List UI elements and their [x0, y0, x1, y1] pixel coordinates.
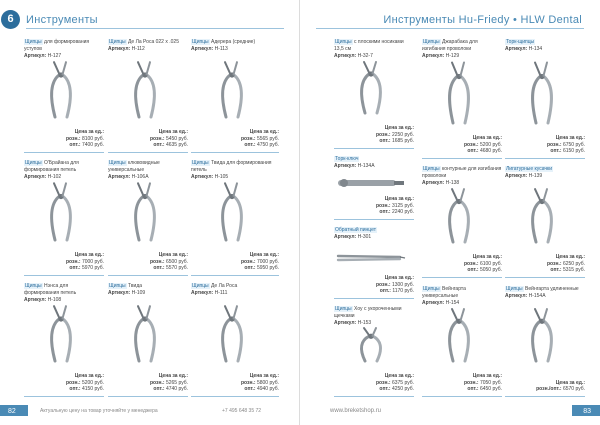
retail-price: 5450 руб. — [165, 135, 188, 142]
pliers-icon — [24, 59, 104, 123]
product-title — [191, 160, 279, 174]
page-number: 83 — [583, 408, 591, 415]
wholesale-price: 6150 руб. — [562, 148, 585, 155]
footer-phone[interactable]: +7 495 648 35 72 — [222, 408, 262, 414]
card-divider — [422, 158, 502, 159]
article-label: Артикул: — [505, 172, 528, 179]
pliers-icon — [191, 303, 279, 367]
article-code: H-139 — [528, 172, 543, 179]
price-title: Цена за ед.: — [555, 134, 585, 141]
article-label: Артикул: — [191, 173, 214, 180]
product-card[interactable] — [108, 39, 188, 155]
product-tag: Щипцы — [25, 39, 42, 45]
card-divider — [334, 396, 414, 397]
wholesale-price-label: опт.: — [550, 267, 562, 274]
product-description: контурные для изгибания проволоки — [422, 166, 502, 179]
pliers-icon — [108, 180, 188, 246]
tweezer-icon — [334, 247, 414, 269]
retail-price: 1300 руб. — [391, 281, 414, 288]
price-title: Цена за ед.: — [74, 128, 104, 135]
product-tag: Щипцы — [25, 283, 42, 289]
wholesale-price: 1170 руб. — [392, 288, 414, 295]
product-card[interactable] — [334, 227, 414, 301]
product-description: для формирования уступов — [24, 39, 90, 52]
product-title — [334, 156, 414, 163]
wholesale-price: 4750 руб. — [256, 142, 279, 149]
retail-price-label: розн.: — [546, 260, 562, 267]
article-label: Артикул: — [191, 289, 214, 296]
retail-price: 5200 руб. — [81, 379, 104, 386]
product-card[interactable] — [422, 39, 502, 161]
footer-site-link[interactable]: www.breketshop.ru — [330, 408, 382, 414]
product-card[interactable] — [422, 166, 502, 280]
retail-price: 6250 руб. — [562, 260, 585, 267]
article-label: Артикул: — [108, 173, 131, 180]
pliers-icon — [422, 186, 502, 248]
price-title: Цена за ед.: — [158, 128, 188, 135]
wholesale-price: 2240 руб. — [391, 209, 414, 216]
wholesale-price: 5570 руб. — [165, 265, 188, 272]
product-tag: Торк-щипцы — [506, 39, 535, 45]
product-title — [505, 39, 585, 46]
product-price — [376, 373, 414, 393]
price-title: Цена за ед.: — [555, 253, 585, 260]
product-tag: Щипцы — [423, 286, 440, 292]
article-label: Артикул: — [334, 52, 357, 59]
product-price — [241, 129, 279, 149]
article-label: Артикул: — [334, 319, 357, 326]
wholesale-price-label: опт.: — [379, 209, 391, 216]
wholesale-price: 5970 руб. — [81, 265, 104, 272]
header-divider — [26, 28, 284, 29]
product-article — [108, 290, 188, 297]
pliers-icon — [334, 59, 414, 119]
article-code: H-134A — [357, 162, 375, 169]
product-price — [536, 380, 585, 394]
product-card[interactable] — [108, 283, 188, 399]
product-tag: Щипцы — [335, 306, 352, 312]
product-price — [547, 254, 585, 274]
retail-price-label: розн.: — [546, 141, 562, 148]
wholesale-price: 4740 руб. — [165, 386, 188, 393]
product-tag: Щипцы — [109, 160, 126, 166]
product-card[interactable] — [24, 160, 104, 278]
pliers-icon — [422, 59, 502, 129]
product-tag: Лигатурные кусачки — [506, 166, 552, 172]
price-title: Цена за ед.: — [472, 253, 502, 260]
article-code: H-134 — [528, 45, 543, 52]
article-label: Артикул: — [505, 292, 528, 299]
product-price — [150, 252, 188, 272]
wholesale-price: 5315 руб. — [562, 267, 585, 274]
wholesale-price-label: опт.: — [467, 386, 479, 393]
product-price — [547, 135, 585, 155]
product-description: Хоу с укороченными щечками — [334, 306, 402, 319]
product-card[interactable] — [191, 283, 279, 399]
product-article — [334, 163, 414, 170]
retail-price-label: розн.: — [375, 131, 391, 138]
pliers-icon — [24, 303, 104, 367]
product-card[interactable] — [505, 39, 585, 161]
card-divider — [422, 396, 502, 397]
wholesale-price-label: опт.: — [467, 267, 479, 274]
page-title: Инструменты Hu-Friedy • HLW Dental — [383, 14, 582, 26]
product-article — [505, 173, 585, 180]
retail-price-label: розн.: — [65, 258, 81, 265]
product-description: Адерера (средние) — [211, 39, 256, 45]
price-title: Цена за ед.: — [74, 251, 104, 258]
retail-price-label: розн.: — [149, 379, 165, 386]
pliers-icon — [422, 306, 502, 367]
page-title: Инструменты — [26, 14, 98, 26]
pliers-icon — [505, 59, 585, 129]
product-card[interactable] — [505, 286, 585, 399]
article-label: Артикул: — [422, 299, 445, 306]
product-price — [376, 275, 414, 295]
price-title: Цена за ед.: — [158, 372, 188, 379]
section-number-badge: 6 — [1, 10, 20, 29]
retail-price-label: розн.: — [240, 379, 256, 386]
product-title — [191, 283, 279, 290]
product-price — [376, 196, 414, 216]
product-tag: Щипцы — [192, 160, 209, 166]
card-divider — [24, 275, 104, 276]
wholesale-price-label: опт.: — [379, 288, 391, 295]
product-article — [108, 46, 188, 53]
product-tag: Щипцы — [506, 286, 523, 292]
retail-price: 5200 руб. — [479, 141, 502, 148]
retail-price-label: розн.: — [149, 135, 165, 142]
pliers-icon — [24, 180, 104, 246]
product-price — [150, 373, 188, 393]
product-title — [108, 39, 188, 46]
price-title: Цена за ед.: — [472, 372, 502, 379]
pliers-icon — [108, 303, 188, 367]
price-title: Цена за ед.: — [384, 372, 414, 379]
article-code: H-32-7 — [357, 52, 373, 59]
product-card[interactable] — [24, 39, 104, 155]
price-title: Цена за ед.: — [249, 372, 279, 379]
price-title: Цена за ед.: — [249, 251, 279, 258]
retail-price-label: розн.: — [463, 379, 479, 386]
product-title — [505, 286, 585, 293]
footer-note: Актуальную цену на товар уточняйте у менеджера — [40, 408, 158, 414]
retail-price-label: розн.: — [463, 260, 479, 267]
wholesale-price-label: опт.: — [69, 386, 81, 393]
product-title — [24, 39, 104, 53]
product-card[interactable] — [334, 39, 414, 151]
article-code: H-112 — [131, 45, 145, 52]
pliers-icon — [334, 326, 414, 367]
product-title — [422, 286, 502, 300]
article-label: Артикул: — [24, 52, 47, 59]
product-card[interactable] — [334, 306, 414, 399]
product-description: Нэнса для формирования петель — [24, 283, 77, 296]
product-article — [334, 234, 414, 241]
product-card[interactable] — [191, 39, 279, 155]
article-code: H-154 — [445, 299, 460, 306]
wholesale-price-label: опт.: — [69, 142, 81, 149]
product-description: Де Ла Роса — [211, 283, 238, 289]
retail-price: 7050 руб. — [479, 379, 502, 386]
article-code: H-102 — [47, 173, 62, 180]
article-code: H-129 — [445, 52, 460, 59]
product-article — [191, 46, 279, 53]
product-title — [334, 227, 414, 234]
product-price — [66, 252, 104, 272]
pliers-icon — [191, 180, 279, 246]
wholesale-price: 4150 руб. — [81, 386, 104, 393]
product-price — [376, 125, 414, 145]
article-label: Артикул: — [24, 296, 47, 303]
article-label: Артикул: — [422, 52, 445, 59]
card-divider — [505, 158, 585, 159]
wholesale-price: 7400 руб. — [81, 142, 104, 149]
article-code: H-108 — [47, 296, 62, 303]
retail-price-label: розн.: — [149, 258, 165, 265]
article-code: H-109 — [131, 289, 146, 296]
retail-price: 8100 руб. — [81, 135, 104, 142]
article-label: Артикул: — [191, 45, 214, 52]
wholesale-price: 4940 руб. — [256, 386, 279, 393]
article-code: H-154A — [528, 292, 546, 299]
wholesale-price-label: опт.: — [467, 148, 479, 155]
retail-price: 5800 руб. — [256, 379, 279, 386]
article-code: H-153 — [357, 319, 372, 326]
wholesale-price-label: опт.: — [379, 138, 391, 145]
product-title — [191, 39, 279, 46]
retail-price-label: розн.: — [65, 135, 81, 142]
product-title — [24, 160, 104, 174]
article-label: Артикул: — [108, 289, 131, 296]
retail-price-label: розн.: — [240, 258, 256, 265]
retail-price: 6375 руб. — [391, 379, 414, 386]
product-title — [422, 166, 502, 180]
product-tag: Щипцы — [423, 39, 440, 45]
product-description: Вейнгарта удлиненные — [525, 286, 579, 292]
wholesale-price: 1685 руб. — [391, 138, 414, 145]
article-label: Артикул: — [334, 162, 357, 169]
product-tag: Торк-ключ — [335, 156, 359, 162]
product-price — [241, 373, 279, 393]
product-description: клювовидные универсальные — [108, 160, 160, 173]
card-divider — [191, 152, 279, 153]
product-price — [241, 252, 279, 272]
retail-price-label: розн.: — [463, 141, 479, 148]
wholesale-price: 4250 руб. — [391, 386, 414, 393]
product-description: с плоскими носиками 13,5 см — [334, 39, 404, 52]
wholesale-price-label: опт.: — [153, 386, 165, 393]
product-price — [66, 373, 104, 393]
price-title: Цена за ед.: — [249, 128, 279, 135]
card-divider — [422, 277, 502, 278]
retail-price: 6750 руб. — [562, 141, 585, 148]
torque-wrench-icon — [334, 176, 414, 190]
product-tag: Щипцы — [109, 283, 126, 289]
price-title: Цена за ед.: — [384, 274, 414, 281]
card-divider — [108, 396, 188, 397]
pliers-icon — [108, 59, 188, 123]
pliers-icon — [505, 186, 585, 248]
wholesale-price-label: опт.: — [153, 265, 165, 272]
product-title — [108, 283, 188, 290]
product-title — [334, 39, 414, 53]
product-title — [24, 283, 104, 297]
product-price — [464, 254, 502, 274]
wholesale-price-label: опт.: — [244, 265, 256, 272]
page-number: 82 — [8, 408, 16, 415]
product-card[interactable] — [191, 160, 279, 278]
wholesale-price-label: опт.: — [379, 386, 391, 393]
price-title: Цена за ед.: — [555, 379, 585, 386]
product-price — [66, 129, 104, 149]
price-title: Цена за ед.: — [158, 251, 188, 258]
product-tag: Щипцы — [25, 160, 42, 166]
right-page — [300, 0, 600, 425]
card-divider — [24, 396, 104, 397]
product-card[interactable] — [24, 283, 104, 399]
product-description: Джарабака для изгибания проволоки — [422, 39, 478, 52]
article-label: Артикул: — [334, 233, 357, 240]
retail-price-label: розн.: — [240, 135, 256, 142]
product-title — [334, 306, 414, 320]
product-description: О'Брайана для формирования петель — [24, 160, 79, 173]
product-article — [505, 293, 585, 300]
retail-price-label: розн./опт.: — [536, 386, 562, 393]
retail-price: 6100 руб. — [479, 260, 502, 267]
product-description: Твида для формирования петель — [191, 160, 272, 173]
wholesale-price: 5950 руб. — [256, 265, 279, 272]
product-card[interactable] — [108, 160, 188, 278]
article-label: Артикул: — [108, 45, 131, 52]
product-price — [150, 129, 188, 149]
product-title — [422, 39, 502, 53]
retail-price-label: розн.: — [375, 281, 391, 288]
wholesale-price: 6450 руб. — [479, 386, 502, 393]
product-tag: Щипцы — [192, 283, 209, 289]
article-code: H-113 — [214, 45, 228, 52]
price-title: Цена за ед.: — [74, 372, 104, 379]
retail-price: 2250 руб. — [391, 131, 414, 138]
product-price — [464, 135, 502, 155]
product-description: Де Ла Роса 022 х .025 — [128, 39, 179, 45]
product-card[interactable] — [334, 156, 414, 222]
product-title — [505, 166, 585, 173]
card-divider — [108, 275, 188, 276]
article-code: H-138 — [445, 179, 460, 186]
product-tag: Щипцы — [109, 39, 126, 45]
wholesale-price-label: опт.: — [153, 142, 165, 149]
card-divider — [191, 396, 279, 397]
product-tag: Щипцы — [335, 39, 352, 45]
product-article — [191, 290, 279, 297]
product-price — [464, 373, 502, 393]
article-code: H-127 — [47, 52, 62, 59]
price-title: Цена за ед.: — [384, 124, 414, 131]
retail-price-label: розн.: — [375, 202, 391, 209]
product-card[interactable] — [505, 166, 585, 280]
wholesale-price: 4635 руб. — [165, 142, 188, 149]
card-divider — [24, 152, 104, 153]
wholesale-price: 4680 руб. — [479, 148, 502, 155]
article-label: Артикул: — [422, 179, 445, 186]
product-tag: Щипцы — [423, 166, 440, 172]
wholesale-price-label: опт.: — [244, 142, 256, 149]
retail-price: 3125 руб. — [391, 202, 414, 209]
card-divider — [505, 277, 585, 278]
card-divider — [108, 152, 188, 153]
article-label: Артикул: — [505, 45, 528, 52]
retail-price: 7000 руб. — [256, 258, 279, 265]
retail-price: 5265 руб. — [165, 379, 188, 386]
article-code: H-106A — [131, 173, 149, 180]
card-divider — [191, 275, 279, 276]
price-title: Цена за ед.: — [472, 134, 502, 141]
retail-price-label: розн.: — [65, 379, 81, 386]
product-tag: Обратный пинцет — [335, 227, 377, 233]
wholesale-price-label: опт.: — [69, 265, 81, 272]
wholesale-price-label: опт.: — [244, 386, 256, 393]
article-code: H-105 — [214, 173, 229, 180]
article-label: Артикул: — [24, 173, 47, 180]
card-divider — [334, 148, 414, 149]
retail-price: 7000 руб. — [81, 258, 104, 265]
price-title: Цена за ед.: — [384, 195, 414, 202]
product-tag: Щипцы — [192, 39, 209, 45]
retail-price: 6570 руб. — [562, 386, 585, 393]
product-description: Твида — [128, 283, 143, 289]
card-divider — [334, 298, 414, 299]
pliers-icon — [505, 306, 585, 367]
product-description: Вейнгарта универсальные — [422, 286, 466, 299]
retail-price: 6500 руб. — [165, 258, 188, 265]
article-code: H-111 — [214, 289, 228, 296]
retail-price-label: розн.: — [375, 379, 391, 386]
card-divider — [505, 396, 585, 397]
product-article — [505, 46, 585, 53]
wholesale-price-label: опт.: — [550, 148, 562, 155]
product-title — [108, 160, 188, 174]
product-card[interactable] — [422, 286, 502, 399]
header-divider — [316, 28, 584, 29]
wholesale-price: 5050 руб. — [479, 267, 502, 274]
retail-price: 5565 руб. — [256, 135, 279, 142]
article-code: H-301 — [357, 233, 372, 240]
pliers-icon — [191, 59, 279, 123]
card-divider — [334, 219, 414, 220]
